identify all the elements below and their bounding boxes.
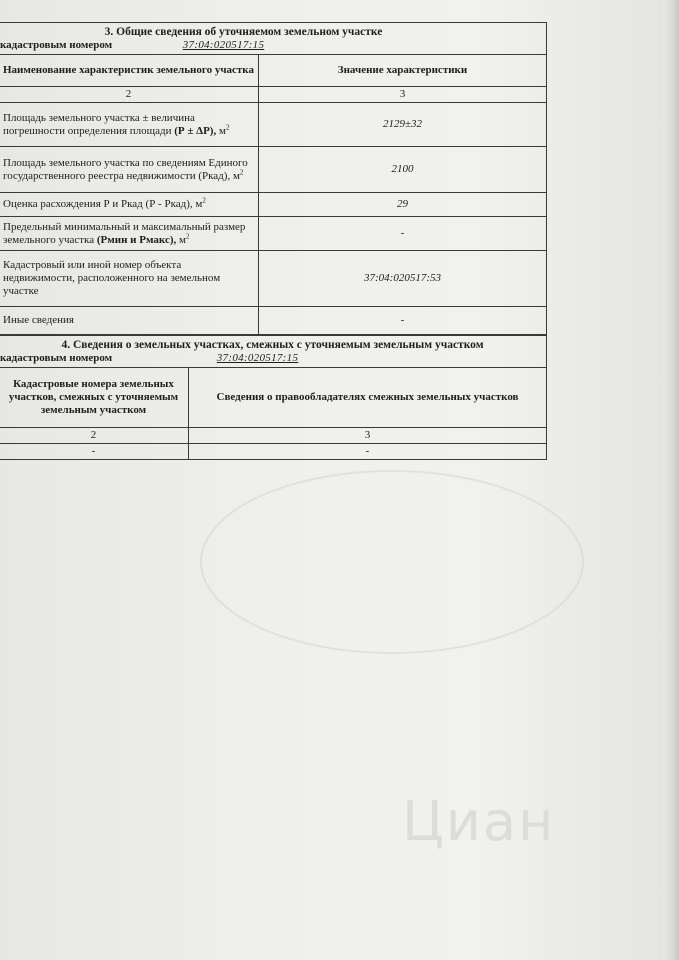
faint-stamp-circle xyxy=(200,470,584,654)
section3-col2-num: 3 xyxy=(259,87,547,103)
section4-col1-num: 2 xyxy=(0,428,189,444)
section4-table xyxy=(0,335,547,460)
document-sheet xyxy=(0,22,546,460)
section3-cad-label: кадастровым номером xyxy=(0,39,113,51)
table-row-value: 2100 xyxy=(259,147,547,193)
scan-right-edge xyxy=(663,0,679,960)
table-row-name: Иные сведения xyxy=(0,307,259,335)
section3-title: 3. Общие сведения об уточняемом земельном участке xyxy=(0,23,547,40)
table-row-name: Площадь земельного участка ± величина погрешности определения площади (Р ± ΔР), $м^2$ xyxy=(0,103,259,147)
section4-col1-header: Кадастровые номера земельных участков, смежных с уточняемым земельным участком xyxy=(0,368,189,428)
section4-cad-value: 37:04:020517:15 xyxy=(216,352,299,364)
table-row-value: - xyxy=(259,217,547,251)
table-row-name: Оценка расхождения Р и Ркад (Р - Ркад), $м^2$ xyxy=(0,193,259,217)
section4-row-col1: - xyxy=(0,444,189,460)
section3-col1-num: 2 xyxy=(0,87,259,103)
table-row-value: - xyxy=(259,307,547,335)
section4-cad-row xyxy=(0,352,547,368)
section4-title: 4. Сведения о земельных участках, смежных с уточняемым земельным участком xyxy=(0,336,547,353)
section3-cad-row xyxy=(0,39,547,55)
table-row-value: 29 xyxy=(259,193,547,217)
table-row-name: Предельный минимальный и максимальный размер земельного участка (Рмин и Рмакс), $м^2$ xyxy=(0,217,259,251)
section4-row-col2: - xyxy=(189,444,547,460)
section3-table xyxy=(0,22,547,335)
table-row-value: 37:04:020517:53 xyxy=(259,251,547,307)
table-row-name: Кадастровый или иной номер объекта недвижимости, расположенного на земельном участке xyxy=(0,251,259,307)
section3-col2-header: Значение характеристики xyxy=(259,55,547,87)
section4-cad-label: кадастровым номером xyxy=(0,352,113,364)
table-row-name: Площадь земельного участка по сведениям Единого государственного реестра недвижимости (Ркад), $м^2$ xyxy=(0,147,259,193)
table-row-value: 2129±32 xyxy=(259,103,547,147)
section3-cad-value: 37:04:020517:15 xyxy=(182,39,265,51)
watermark-text: Циан xyxy=(402,790,556,853)
section4-col2-header: Сведения о правообладателях смежных земельных участков xyxy=(189,368,547,428)
section3-col1-header: Наименование характеристик земельного участка xyxy=(0,55,259,87)
section4-col2-num: 3 xyxy=(189,428,547,444)
